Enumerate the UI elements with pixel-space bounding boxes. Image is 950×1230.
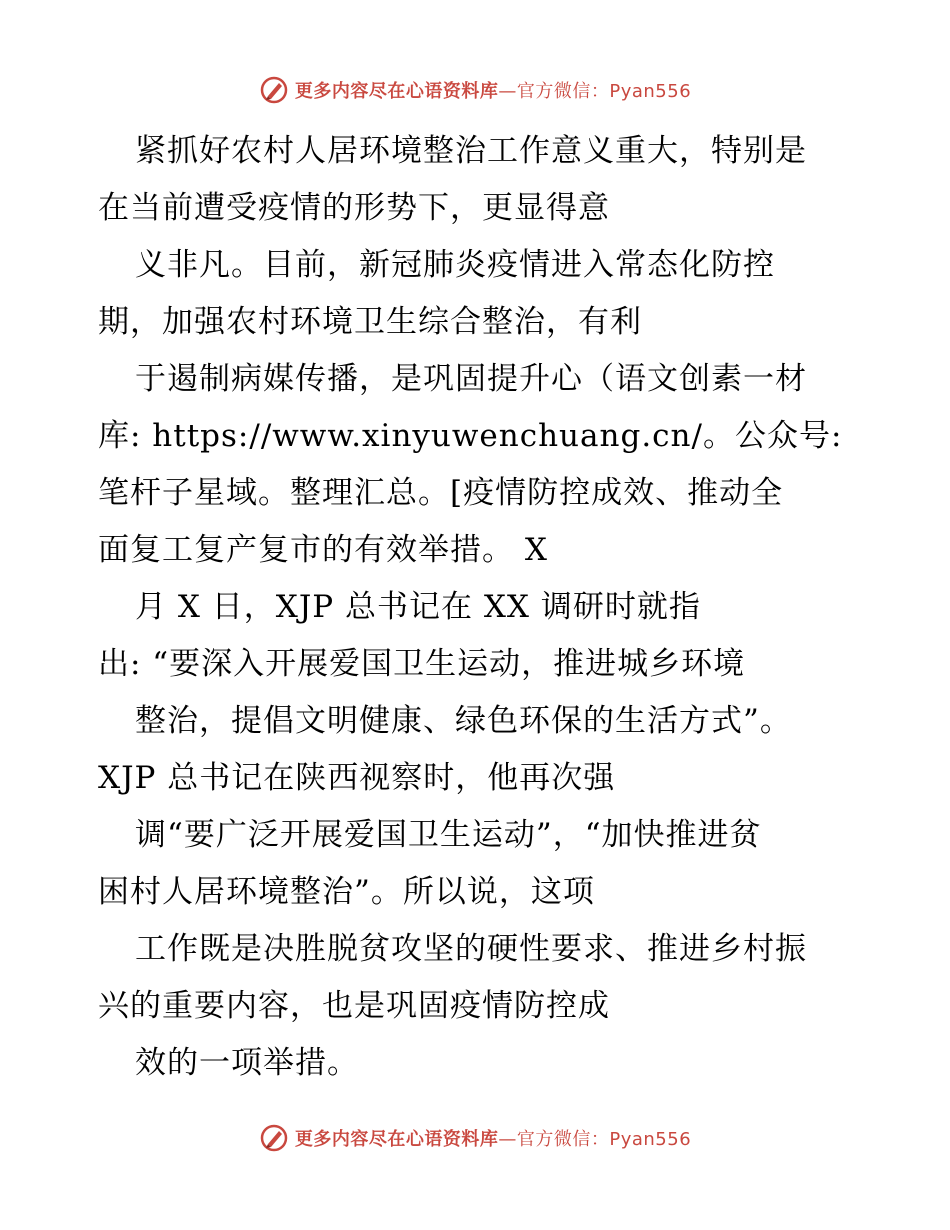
text-line: 在当前遭受疫情的形势下，更显得意	[98, 190, 610, 226]
text-line: 工作既是决胜脱贫攻坚的硬性要求、推进乡村振	[135, 931, 807, 967]
header-brand	[259, 75, 691, 105]
pen-logo-icon	[259, 1123, 289, 1153]
header-wechat-id: Pyan556	[609, 81, 692, 102]
footer-official-label: 官方微信：	[516, 1129, 610, 1150]
text-line: 库: https://www.xinyuwenchuang.cn/。公众号:	[98, 418, 843, 454]
header-dash: —	[498, 81, 517, 102]
text-line: 期，加强农村环境卫生综合整治，有利	[98, 304, 642, 340]
text-line: XJP 总书记在陕西视察时，他再次强	[98, 760, 616, 796]
header-official-label: 官方微信：	[516, 81, 610, 102]
footer-brand	[259, 1123, 691, 1153]
footer-brand-title: 更多内容尽在心语资料库	[294, 1129, 499, 1150]
text-line: 月 X 日，XJP 总书记在 XX 调研时就指	[135, 589, 701, 625]
text-line: 紧抓好农村人居环境整治工作意义重大，特别是	[135, 133, 807, 169]
text-line: 困村人居环境整治”。所以说，这项	[98, 874, 595, 910]
text-line: 面复工复产复市的有效举措。 X	[98, 532, 548, 568]
text-line: 效的一项举措。	[135, 1045, 359, 1081]
footer-dash: —	[498, 1129, 517, 1150]
text-line: 调“要广泛开展爱国卫生运动”，“加快推进贫	[135, 817, 762, 853]
text-line: 整治，提倡文明健康、绿色环保的生活方式”。	[135, 703, 792, 739]
text-line: 义非凡。目前，新冠肺炎疫情进入常态化防控	[135, 247, 775, 283]
text-line: 笔杆子星域。整理汇总。[疫情防控成效、推动全	[98, 475, 784, 511]
page-footer	[0, 1118, 950, 1158]
header-brand-title: 更多内容尽在心语资料库	[294, 81, 499, 102]
text-line: 于遏制病媒传播，是巩固提升心（语文创素一材	[135, 361, 807, 397]
document-body	[98, 123, 858, 1092]
page-header	[0, 70, 950, 110]
text-line: 出: “要深入开展爱国卫生运动，推进城乡环境	[98, 646, 746, 682]
text-line: 兴的重要内容，也是巩固疫情防控成	[98, 988, 610, 1024]
footer-wechat-id: Pyan556	[609, 1129, 692, 1150]
pen-logo-icon	[259, 75, 289, 105]
